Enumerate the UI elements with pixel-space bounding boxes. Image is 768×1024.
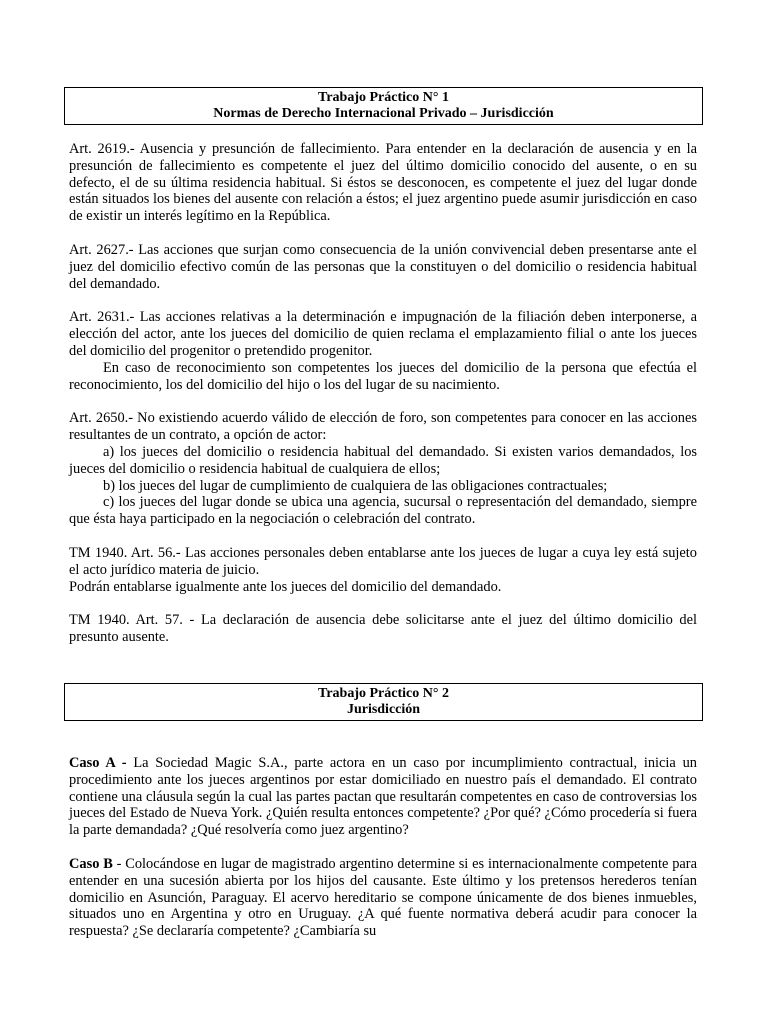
tp1-title-box — [64, 87, 703, 125]
tp1-subtitle: Normas de Derecho Internacional Privado – Jurisdicción — [213, 106, 554, 121]
article-2631-paragraph-2: En caso de reconocimiento son competentes los jueces del domicilio de la persona que efectúa el reconocimiento, los del domicilio del hijo o los del lugar de su nacimiento. — [69, 359, 697, 393]
article-2627: Art. 2627.- Las acciones que surjan como consecuencia de la unión convivencial deben presentarse ante el juez del domicilio efectivo común de las personas que la constituyen o del domicilio o residencia habitual del demandado. — [69, 241, 697, 292]
tm1940-article-57: TM 1940. Art. 57. - La declaración de ausencia debe solicitarse ante el juez del último domicilio del presunto ausente. — [69, 612, 697, 646]
article-2650-item-a: a) los jueces del domicilio o residencia habitual del demandado. Si existen varios demandados, los jueces del domicilio o residencia habitual de cualquiera de ellos; — [69, 443, 697, 477]
tp2-title-box — [64, 683, 703, 721]
caso-b — [69, 856, 697, 940]
tp2-title: Trabajo Práctico N° 2 — [318, 685, 449, 701]
caso-a-text: La Sociedad Magic S.A., parte actora en un caso por incumplimiento contractual, inicia un procedimiento ante los jueces argentinos por estar domiciliado en nuestro país el demandado. El contrato contiene una cláusula según la cual las partes pactan que resultarán competentes en caso de controversias los jueces del Estado de Nueva York. ¿Quién resulta entonces competente? ¿Por qué? ¿Cómo procedería si fuera la parte demandada? ¿Qué resolvería como juez argentino? — [69, 754, 697, 839]
caso-b-label: Caso B — [69, 855, 113, 872]
tp2-subtitle: Jurisdicción — [346, 701, 421, 717]
article-2631-paragraph-1: Art. 2631.- Las acciones relativas a la determinación e impugnación de la filiación deben interponerse, a elección del actor, ante los jueces del domicilio de quien reclama el emplazamiento filial o ante los jueces del domicilio del progenitor o pretendido progenitor. — [69, 309, 697, 359]
caso-a-label: Caso A - — [69, 754, 127, 771]
tm1940-article-56-paragraph-1: TM 1940. Art. 56.- Las acciones personales deben entablarse ante los jueces de lugar a cuya ley está sujeto el acto jurídico materia de juicio. — [69, 544, 697, 578]
article-2619: Art. 2619.- Ausencia y presunción de fallecimiento. Para entender en la declaración de ausencia y en la presunción de fallecimiento es competente el juez del último domicilio conocido del ausente, o en su defecto, el de su última residencia habitual. Si éstos se desconocen, es competente el juez del lugar donde están situados los bienes del ausente con relación a éstos; el juez argentino puede asumir jurisdicción en caso de existir un interés legítimo en la República. — [69, 141, 697, 225]
tm1940-article-56-paragraph-2: Podrán entablarse igualmente ante los jueces del domicilio del demandado. — [69, 578, 502, 595]
tp1-title: Trabajo Práctico N° 1 — [318, 90, 449, 105]
caso-a — [69, 755, 697, 839]
document-content — [69, 87, 697, 940]
article-2650-item-c: c) los jueces del lugar donde se ubica una agencia, sucursal o representación del demandado, siempre que ésta haya participado en la negociación o celebración del contrato. — [69, 494, 697, 528]
article-2650-intro: Art. 2650.- No existiendo acuerdo válido de elección de foro, son competentes para conocer en las acciones resultantes de un contrato, a opción de actor: — [69, 410, 697, 444]
article-2650-item-b: b) los jueces del lugar de cumplimiento de cualquiera de las obligaciones contractuales; — [103, 477, 608, 494]
caso-b-text: - Colocándose en lugar de magistrado argentino determine si es internacionalmente competente para entender en una sucesión abierta por los hijos del causante. Este último y los pretensos herederos tenían domicilio en Asunción, Paraguay. El acervo hereditario se compone únicamente de dos bienes inmuebles, situados uno en Argentina y otro en Uruguay. ¿A qué fuente normativa deberá acudir para conocer la respuesta? ¿Se declararía competente? ¿Cambiaría su — [69, 855, 697, 940]
